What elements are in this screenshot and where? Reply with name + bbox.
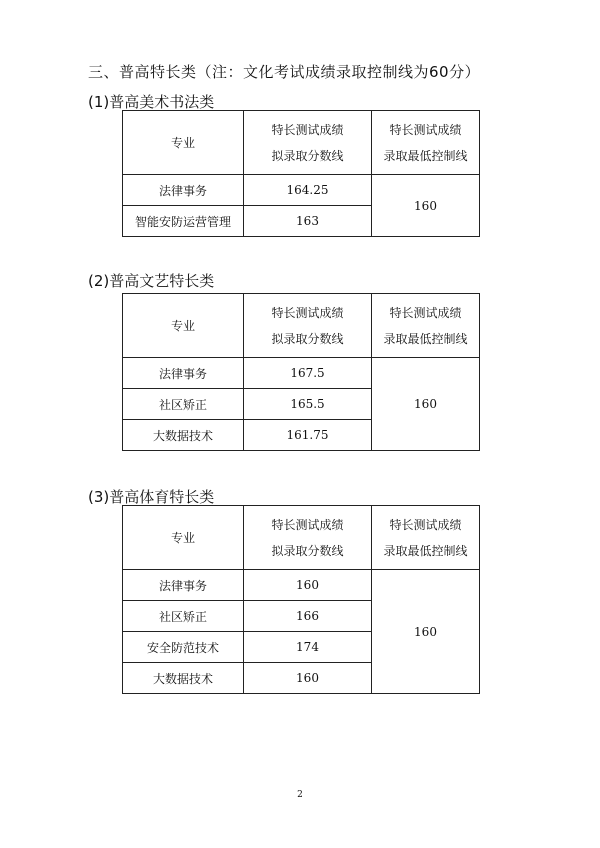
- major-cell: 法律事务: [123, 358, 244, 389]
- header-proposed-line-1: 特长测试成绩: [271, 122, 344, 137]
- score-cell: 163: [244, 206, 372, 237]
- major-cell: 大数据技术: [123, 420, 244, 451]
- minimum-cell: 160: [372, 358, 480, 451]
- major-cell: 大数据技术: [123, 663, 244, 694]
- table-row: [123, 358, 480, 389]
- section-heading: 三、普高特长类（注：文化考试成绩录取控制线为60分）: [88, 63, 481, 81]
- minimum-cell: 160: [372, 175, 480, 237]
- header-proposed-line-2: 拟录取分数线: [271, 148, 344, 163]
- header-major: 专业: [123, 294, 244, 358]
- score-cell: 161.75: [244, 420, 372, 451]
- header-proposed-line: [244, 506, 372, 570]
- score-cell: 164.25: [244, 175, 372, 206]
- score-table-art-calligraphy: [122, 110, 480, 237]
- header-minimum-line-2: 录取最低控制线: [383, 543, 468, 558]
- header-proposed-line-1: 特长测试成绩: [271, 305, 344, 320]
- header-major: 专业: [123, 506, 244, 570]
- header-proposed-line: [244, 294, 372, 358]
- score-cell: 165.5: [244, 389, 372, 420]
- table-row: [123, 570, 480, 601]
- header-minimum-line: [372, 111, 480, 175]
- header-minimum-line-1: 特长测试成绩: [389, 517, 462, 532]
- header-proposed-line-1: 特长测试成绩: [271, 517, 344, 532]
- table-row: [123, 175, 480, 206]
- major-cell: 法律事务: [123, 175, 244, 206]
- page-number: 2: [297, 790, 303, 800]
- table-header-row: [123, 506, 480, 570]
- major-cell: 安全防范技术: [123, 632, 244, 663]
- minimum-cell: 160: [372, 570, 480, 694]
- subsection-title-arts-performance: (2)普高文艺特长类: [88, 272, 215, 290]
- header-major: 专业: [123, 111, 244, 175]
- header-minimum-line-2: 录取最低控制线: [383, 331, 468, 346]
- header-minimum-line: [372, 294, 480, 358]
- score-cell: 174: [244, 632, 372, 663]
- table-header-row: [123, 294, 480, 358]
- score-cell: 166: [244, 601, 372, 632]
- score-table-arts-performance: [122, 293, 480, 451]
- header-minimum-line: [372, 506, 480, 570]
- score-cell: 160: [244, 570, 372, 601]
- table-header-row: [123, 111, 480, 175]
- score-cell: 167.5: [244, 358, 372, 389]
- subsection-title-art-calligraphy: (1)普高美术书法类: [88, 93, 215, 111]
- major-cell: 智能安防运营管理: [123, 206, 244, 237]
- header-proposed-line: [244, 111, 372, 175]
- major-cell: 法律事务: [123, 570, 244, 601]
- score-table-sports: [122, 505, 480, 694]
- header-minimum-line-1: 特长测试成绩: [389, 122, 462, 137]
- header-proposed-line-2: 拟录取分数线: [271, 543, 344, 558]
- header-proposed-line-2: 拟录取分数线: [271, 331, 344, 346]
- score-cell: 160: [244, 663, 372, 694]
- major-cell: 社区矫正: [123, 601, 244, 632]
- header-minimum-line-1: 特长测试成绩: [389, 305, 462, 320]
- major-cell: 社区矫正: [123, 389, 244, 420]
- subsection-title-sports: (3)普高体育特长类: [88, 488, 215, 506]
- header-minimum-line-2: 录取最低控制线: [383, 148, 468, 163]
